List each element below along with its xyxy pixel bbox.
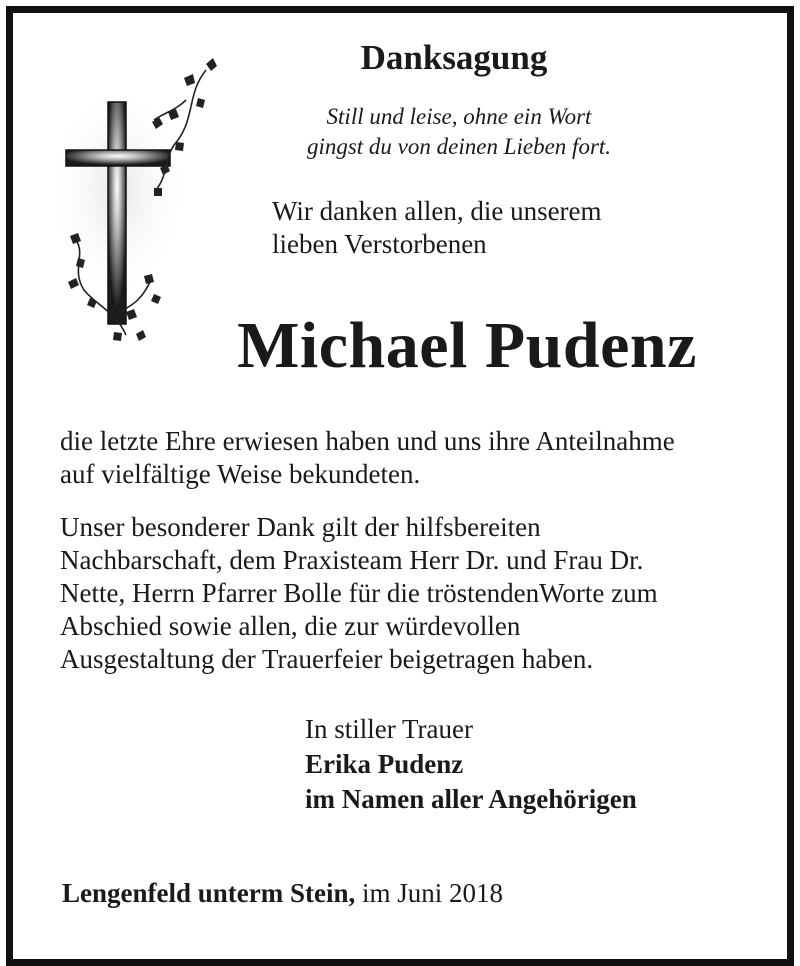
place-date	[62, 878, 503, 909]
paragraph-1-line: auf vielfältige Weise bekundeten.	[60, 459, 421, 489]
paragraph-2-line: Unser besonderer Dank gilt der hilfsbereiten	[60, 512, 541, 542]
signature-name: Erika Pudenz	[305, 749, 464, 779]
deceased-name: Michael Pudenz	[237, 309, 697, 382]
paragraph-2-line: Abschied sowie allen, die zur würdevollen	[60, 611, 521, 641]
verse-line-1: Still und leise, ohne ein Wort	[326, 104, 592, 129]
place: Lengenfeld unterm Stein,	[62, 878, 356, 908]
heading: Danksagung	[360, 38, 548, 77]
signature-intro: In stiller Trauer	[305, 714, 473, 744]
cross-with-ivy-icon	[56, 50, 226, 350]
verse-line-2: gingst du von deinen Lieben fort.	[306, 134, 612, 159]
date: im Juni 2018	[355, 878, 504, 908]
paragraph-2-line: Ausgestaltung der Trauerfeier beigetragen haben.	[60, 644, 594, 674]
thanks-line-2: lieben Verstorbenen	[272, 229, 487, 259]
paragraph-1-line: die letzte Ehre erwiesen haben und uns ihre Anteilnahme	[60, 426, 675, 456]
paragraph-1	[60, 425, 675, 491]
paragraph-2-line: Nette, Herrn Pfarrer Bolle für die tröstendenWorte zum	[60, 578, 658, 608]
signature-block	[305, 712, 637, 817]
thanks-line-1: Wir danken allen, die unserem	[272, 196, 602, 226]
signature-family: im Namen aller Angehörigen	[305, 784, 637, 814]
paragraph-2-line: Nachbarschaft, dem Praxisteam Herr Dr. und Frau Dr.	[60, 545, 644, 575]
paragraph-2	[60, 511, 658, 676]
